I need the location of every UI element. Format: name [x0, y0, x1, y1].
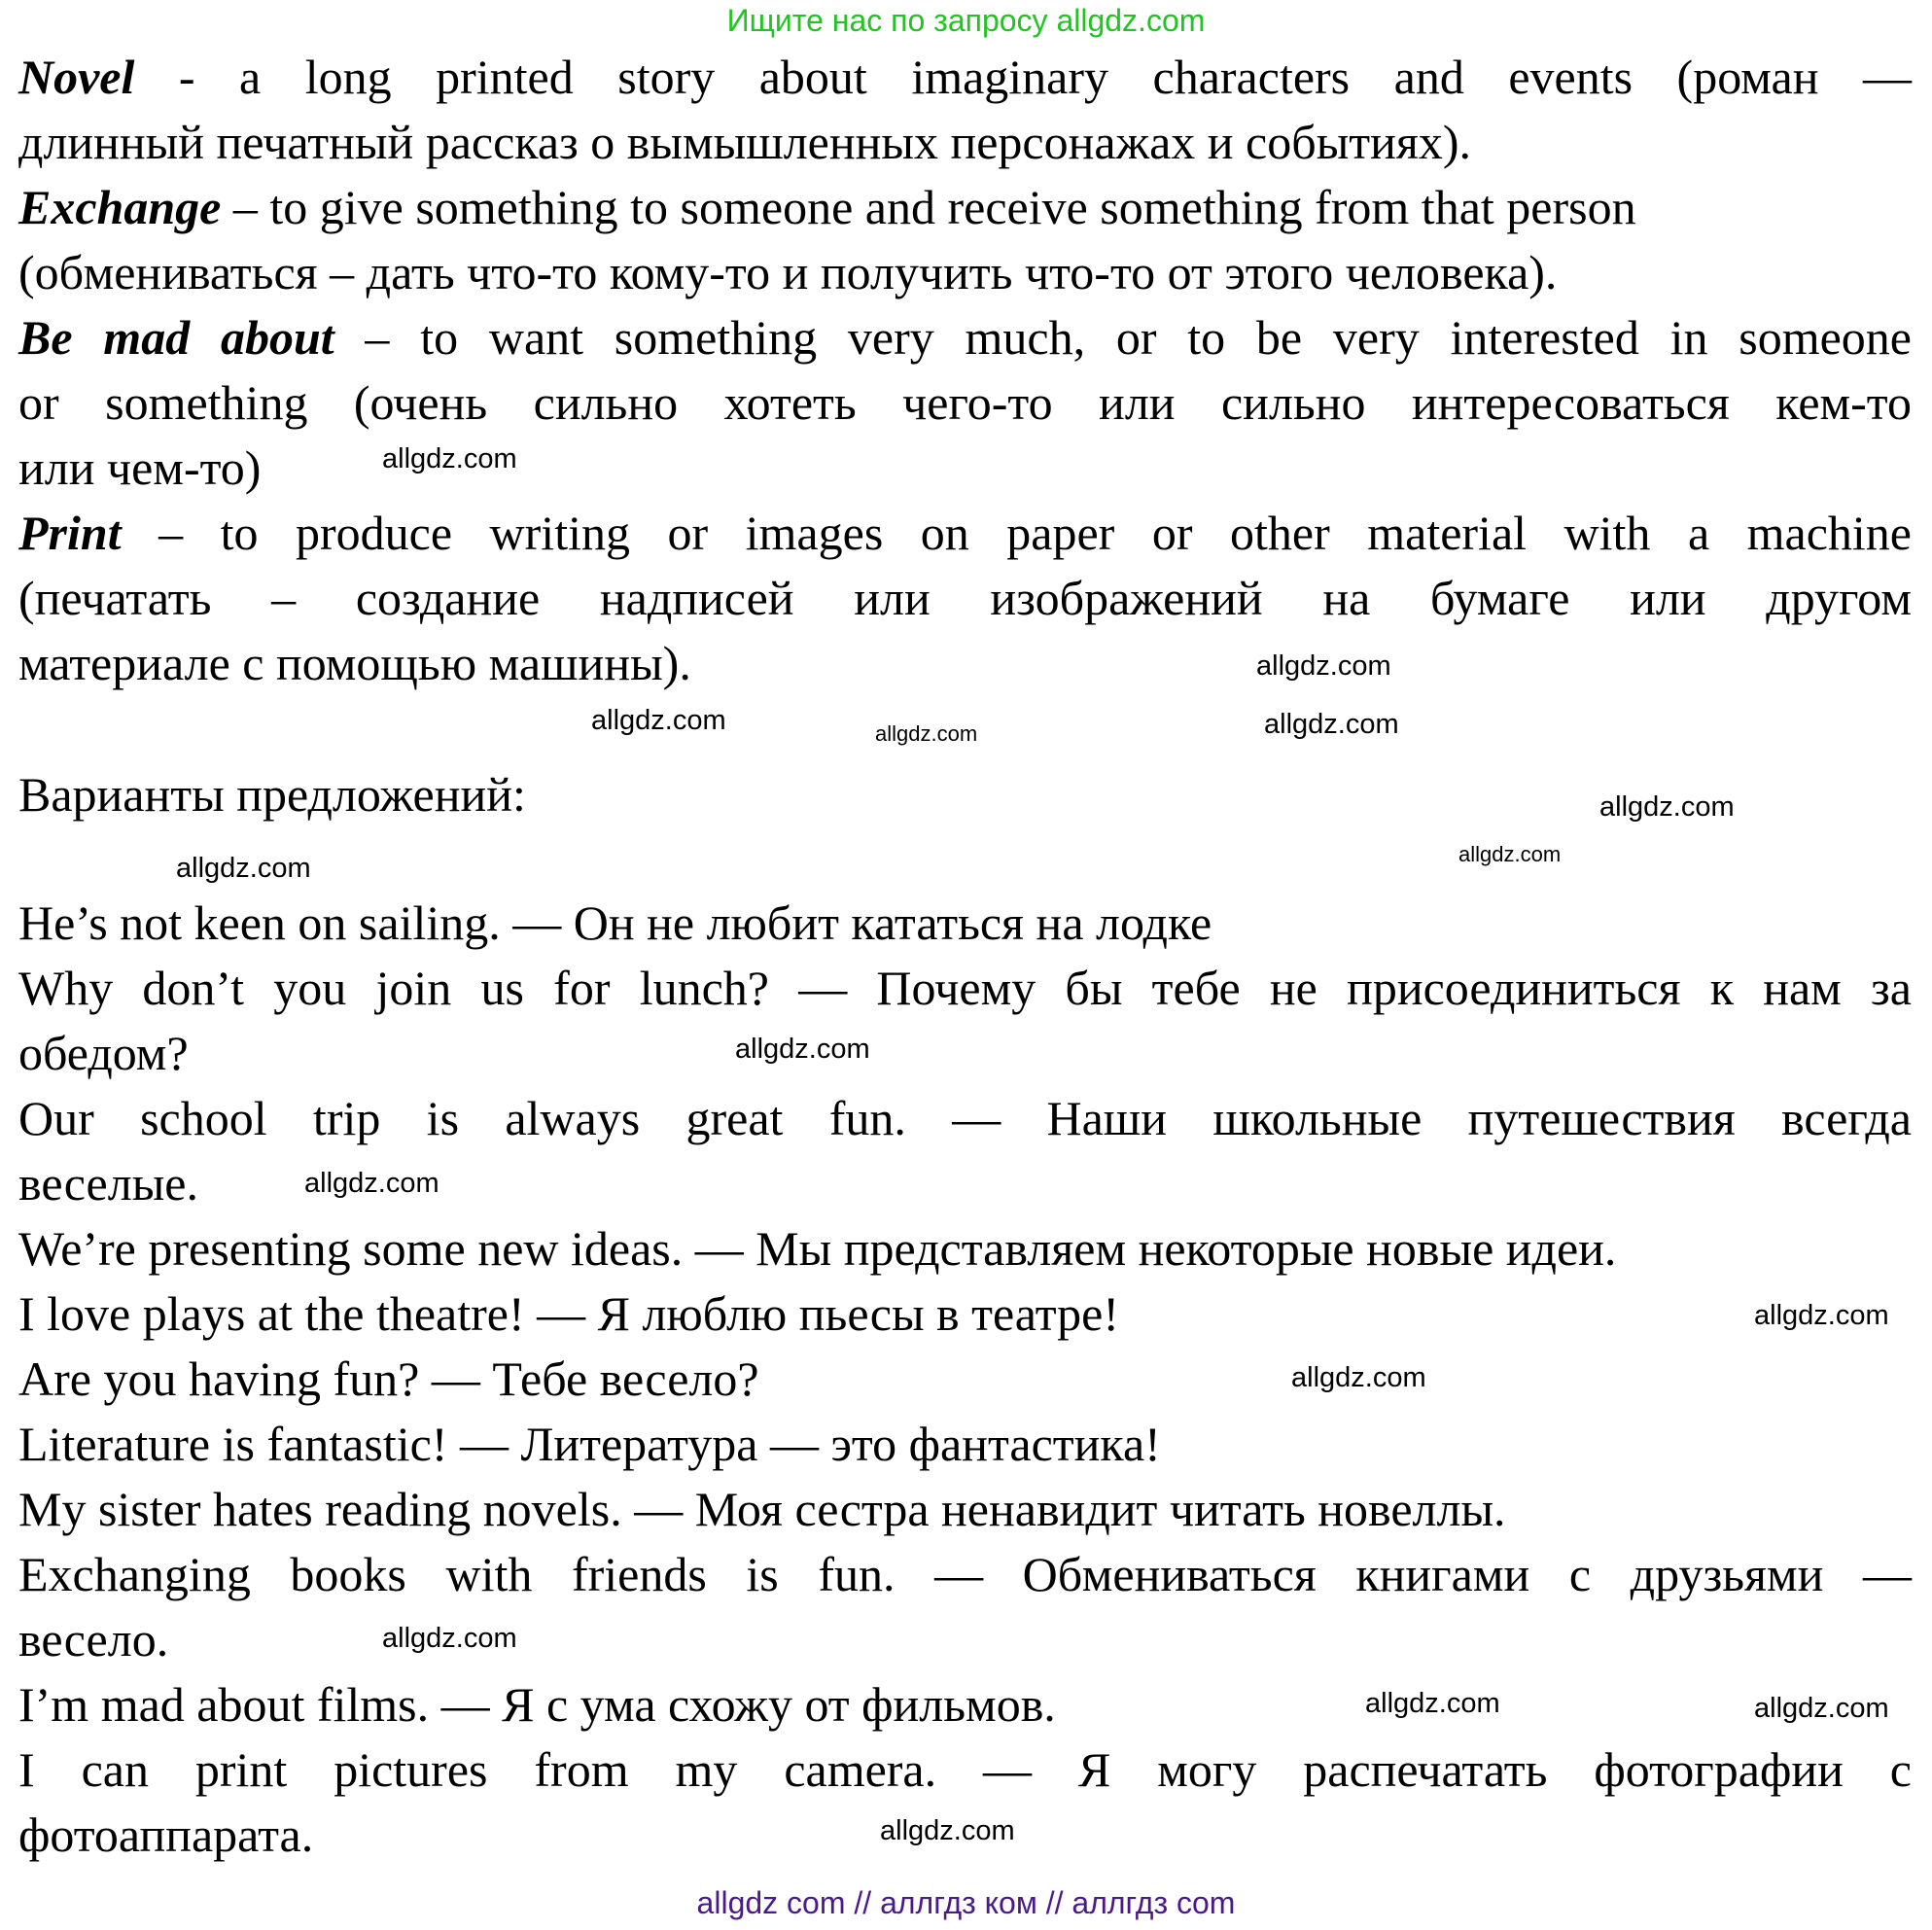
sentence-line: I love plays at the theatre! — Я люблю пьесы в театре! [18, 1286, 1120, 1341]
watermark: allgdz.com [176, 853, 311, 884]
definition-exchange-line-1 [18, 175, 1912, 240]
term-exchange: Exchange [18, 180, 222, 234]
sentence-line: I can print pictures from my camera. — Я могу распечатать фотографии с [18, 1742, 1912, 1797]
sentence-line: веселые. [18, 1156, 198, 1211]
definition-novel-line-2: длинный печатный рассказ о вымышленных персонажах и событиях). [18, 115, 1472, 169]
sentence-line: Are you having fun? — Тебе весело? [18, 1351, 759, 1406]
definition-print-line-1 [18, 501, 1912, 566]
sentence-line: Our school trip is always great fun. — Наши школьные путешествия всегда [18, 1091, 1912, 1145]
search-hint-header: Ищите нас по запросу allgdz.com [726, 3, 1206, 38]
footer-links: allgdz com // аллгдз ком // аллгдз com [696, 1885, 1236, 1920]
sentence-line: Literature is fantastic! — Литература — это фантастика! [18, 1417, 1161, 1471]
watermark: allgdz.com [304, 1168, 439, 1199]
definition-text: – to produce writing or images on paper or other material with a machine [121, 506, 1912, 560]
sentence-line: My sister hates reading novels. — Моя сестра ненавидит читать новеллы. [18, 1482, 1506, 1536]
watermark: allgdz.com [1754, 1300, 1889, 1331]
sentence-line: Exchanging books with friends is fun. — Обмениваться книгами с друзьями — [18, 1547, 1912, 1601]
watermark: allgdz.com [1291, 1362, 1426, 1393]
definition-novel-line-1 [18, 45, 1912, 110]
sentence-line: He’s not keen on sailing. — Он не любит кататься на лодке [18, 895, 1212, 950]
definition-exchange-line-2: (обмениваться – дать что-то кому-то и получить что-то от этого человека). [18, 245, 1558, 299]
watermark: allgdz.com [880, 1815, 1015, 1846]
sentence-line: Why don’t you join us for lunch? — Почему бы тебе не присоединиться к нам за [18, 961, 1912, 1015]
sentence-line: I’m mad about films. — Я с ума схожу от фильмов. [18, 1677, 1056, 1732]
watermark: allgdz.com [1599, 791, 1735, 823]
watermark: allgdz.com [1754, 1693, 1889, 1724]
watermark: allgdz.com [1365, 1688, 1500, 1719]
watermark: allgdz.com [735, 1034, 870, 1065]
watermark: allgdz.com [1458, 842, 1562, 866]
watermark: allgdz.com [382, 443, 517, 474]
definition-be-mad-about-line-1 [18, 305, 1912, 370]
term-print: Print [18, 506, 122, 560]
sentence-line: We’re presenting some new ideas. — Мы представляем некоторые новые идеи. [18, 1221, 1617, 1276]
sentence-line: фотоаппарата. [18, 1807, 314, 1862]
definition-print-line-2: (печатать – создание надписей или изображений на бумаге или другом [18, 571, 1912, 625]
watermark: allgdz.com [1256, 650, 1391, 682]
definition-print-line-3: материале с помощью машины). [18, 636, 691, 690]
definition-text: – to give something to someone and receive something from that person [221, 180, 1636, 234]
term-novel: Novel [18, 50, 135, 104]
variants-heading: Варианты предложений: [18, 767, 526, 822]
watermark: allgdz.com [1264, 709, 1399, 740]
watermark: allgdz.com [382, 1623, 517, 1654]
term-be-mad-about: Be mad about [18, 310, 334, 365]
sentence-line: обедом? [18, 1026, 189, 1080]
sentence-line: весело. [18, 1612, 169, 1667]
definition-text: – to want something very much, or to be very interested in someone [334, 310, 1912, 365]
watermark: allgdz.com [591, 705, 726, 736]
definition-be-mad-about-line-3: или чем-то) [18, 440, 262, 495]
definition-be-mad-about-line-2: or something (очень сильно хотеть чего-то или сильно интересоваться кем-то [18, 375, 1912, 430]
definition-text: - a long printed story about imaginary characters and events (роман — [134, 50, 1912, 104]
watermark: allgdz.com [875, 721, 978, 746]
